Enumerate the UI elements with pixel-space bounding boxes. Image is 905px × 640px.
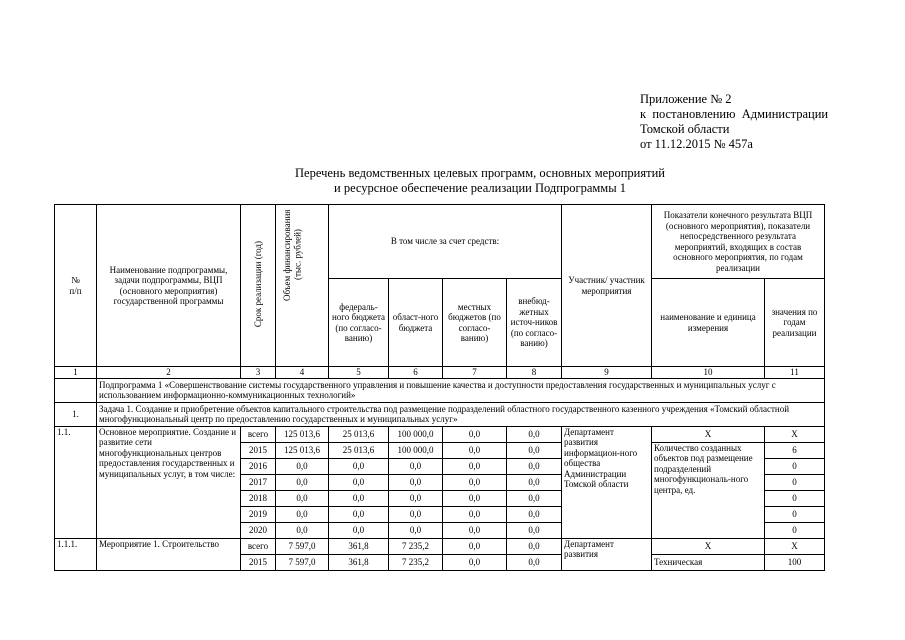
indicator-name: Количество созданных объектов под размещение подразделений многофункциональ-ного центра, ед. (652, 442, 765, 538)
header-participant: Участник/ участник мероприятия (562, 205, 652, 367)
local-cell: 0,0 (443, 474, 507, 490)
ind-value-cell: 0 (765, 522, 825, 538)
header-num: № п/п (55, 205, 97, 367)
column-number-row (55, 367, 825, 379)
title-line: Перечень ведомственных целевых программ, основных мероприятий (295, 166, 665, 180)
title-line: и ресурсное обеспечение реализации Подпрограммы 1 (334, 181, 626, 195)
volume-cell: 0,0 (276, 490, 329, 506)
local-cell: 0,0 (443, 522, 507, 538)
col-number: 10 (652, 367, 765, 379)
header-local: местных бюджетов (по согласо-ванию) (443, 279, 507, 367)
header-ind-value: значения по годам реализации (765, 279, 825, 367)
volume-cell: 0,0 (276, 522, 329, 538)
document-title (0, 166, 905, 196)
activity-num: 1.1.1. (55, 538, 97, 570)
header-period: Срок реализации (год) (241, 205, 276, 367)
subprogram-title: Подпрограмма 1 «Совершенствование системы государственного управления и повышение качества и доступности предоставления государственных и муниципальных услуг с использованием информационно-коммуникационных технологий» (97, 378, 825, 402)
activity-participant: Департамент развития (562, 538, 652, 570)
header-name: Наименование подпрограммы, задачи подпрограммы, ВЦП (основного мероприятия) государственной программы (97, 205, 241, 367)
volume-cell: 0,0 (276, 474, 329, 490)
col-number: 4 (276, 367, 329, 379)
header-incl: В том числе за счет средств: (329, 205, 562, 279)
volume-cell: 125 013,6 (276, 442, 329, 458)
subprogram-num-cell (55, 378, 97, 402)
ind-name-cell: Х (652, 538, 765, 554)
appendix-line: Приложение № 2 (640, 92, 732, 106)
header-indicators: Показатели конечного результата ВЦП (основного мероприятия), показатели непосредственного результата мероприятий, входящих в состав основного мероприятия, по годам реализации (652, 205, 825, 279)
federal-cell: 25 013,6 (329, 426, 389, 442)
col-number: 8 (507, 367, 562, 379)
measure-participant: Департамент развития информацион-ного общества Администрации Томской области (562, 426, 652, 538)
extra-cell: 0,0 (507, 426, 562, 442)
federal-cell: 0,0 (329, 458, 389, 474)
volume-cell: 7 597,0 (276, 538, 329, 554)
year-cell: 2015 (241, 554, 276, 570)
volume-cell: 7 597,0 (276, 554, 329, 570)
task-title: Задача 1. Создание и приобретение объектов капитального строительства под размещение подразделений областного государственного казенного учреждения «Томский областной многофункциональный центр по предоставлению государственных и муниципальных услуг» (97, 402, 825, 426)
local-cell: 0,0 (443, 506, 507, 522)
ind-value-cell: 6 (765, 442, 825, 458)
federal-cell: 0,0 (329, 506, 389, 522)
col-number: 6 (389, 367, 443, 379)
year-cell: 2017 (241, 474, 276, 490)
federal-cell: 361,8 (329, 538, 389, 554)
ind-name-cell: Х (652, 426, 765, 442)
regional-cell: 0,0 (389, 490, 443, 506)
col-number: 9 (562, 367, 652, 379)
year-cell: 2016 (241, 458, 276, 474)
extra-cell: 0,0 (507, 538, 562, 554)
header-federal: федераль-ного бюджета (по согласо-ванию) (329, 279, 389, 367)
year-cell: всего (241, 538, 276, 554)
federal-cell: 361,8 (329, 554, 389, 570)
header-extra: внебюд-жетных источ-ников (по согласо-ванию) (507, 279, 562, 367)
ind-name-cell: Техническая (652, 554, 765, 570)
ind-value-cell: Х (765, 426, 825, 442)
appendix-line: Томской области (640, 122, 730, 136)
col-number: 7 (443, 367, 507, 379)
header-regional: област-ного бюджета (389, 279, 443, 367)
federal-cell: 0,0 (329, 474, 389, 490)
ind-value-cell: 100 (765, 554, 825, 570)
ind-value-cell: 0 (765, 490, 825, 506)
header-volume: Объем финансирования (тыс. рублей) (276, 205, 329, 367)
federal-cell: 25 013,6 (329, 442, 389, 458)
extra-cell: 0,0 (507, 554, 562, 570)
year-cell: всего (241, 426, 276, 442)
volume-cell: 125 013,6 (276, 426, 329, 442)
regional-cell: 7 235,2 (389, 538, 443, 554)
year-cell: 2020 (241, 522, 276, 538)
federal-cell: 0,0 (329, 522, 389, 538)
col-number: 2 (97, 367, 241, 379)
volume-cell: 0,0 (276, 506, 329, 522)
year-cell: 2019 (241, 506, 276, 522)
extra-cell: 0,0 (507, 474, 562, 490)
year-cell: 2015 (241, 442, 276, 458)
program-table (54, 204, 825, 571)
extra-cell: 0,0 (507, 458, 562, 474)
regional-cell: 0,0 (389, 474, 443, 490)
local-cell: 0,0 (443, 458, 507, 474)
col-number: 3 (241, 367, 276, 379)
regional-cell: 7 235,2 (389, 554, 443, 570)
local-cell: 0,0 (443, 538, 507, 554)
local-cell: 0,0 (443, 554, 507, 570)
regional-cell: 0,0 (389, 506, 443, 522)
measure-name: Основное мероприятие. Создание и развитие сети многофункциональных центров предоставления государственных и муниципальных услуг, в том числе: (97, 426, 241, 538)
regional-cell: 100 000,0 (389, 426, 443, 442)
ind-value-cell: 0 (765, 458, 825, 474)
regional-cell: 0,0 (389, 458, 443, 474)
extra-cell: 0,0 (507, 490, 562, 506)
appendix-block (640, 92, 828, 152)
ind-value-cell: Х (765, 538, 825, 554)
activity-row (55, 538, 825, 554)
col-number: 11 (765, 367, 825, 379)
col-number: 1 (55, 367, 97, 379)
regional-cell: 0,0 (389, 522, 443, 538)
local-cell: 0,0 (443, 442, 507, 458)
year-cell: 2018 (241, 490, 276, 506)
header-ind-name: наименование и единица измерения (652, 279, 765, 367)
appendix-line: от 11.12.2015 № 457а (640, 137, 753, 151)
task-num: 1. (55, 402, 97, 426)
extra-cell: 0,0 (507, 506, 562, 522)
activity-name: Мероприятие 1. Строительство (97, 538, 241, 570)
federal-cell: 0,0 (329, 490, 389, 506)
extra-cell: 0,0 (507, 522, 562, 538)
volume-cell: 0,0 (276, 458, 329, 474)
measure-row (55, 426, 825, 442)
measure-num: 1.1. (55, 426, 97, 538)
ind-value-cell: 0 (765, 506, 825, 522)
regional-cell: 100 000,0 (389, 442, 443, 458)
appendix-line: к постановлению Администрации (640, 107, 829, 121)
local-cell: 0,0 (443, 426, 507, 442)
ind-value-cell: 0 (765, 474, 825, 490)
col-number: 5 (329, 367, 389, 379)
local-cell: 0,0 (443, 490, 507, 506)
extra-cell: 0,0 (507, 442, 562, 458)
